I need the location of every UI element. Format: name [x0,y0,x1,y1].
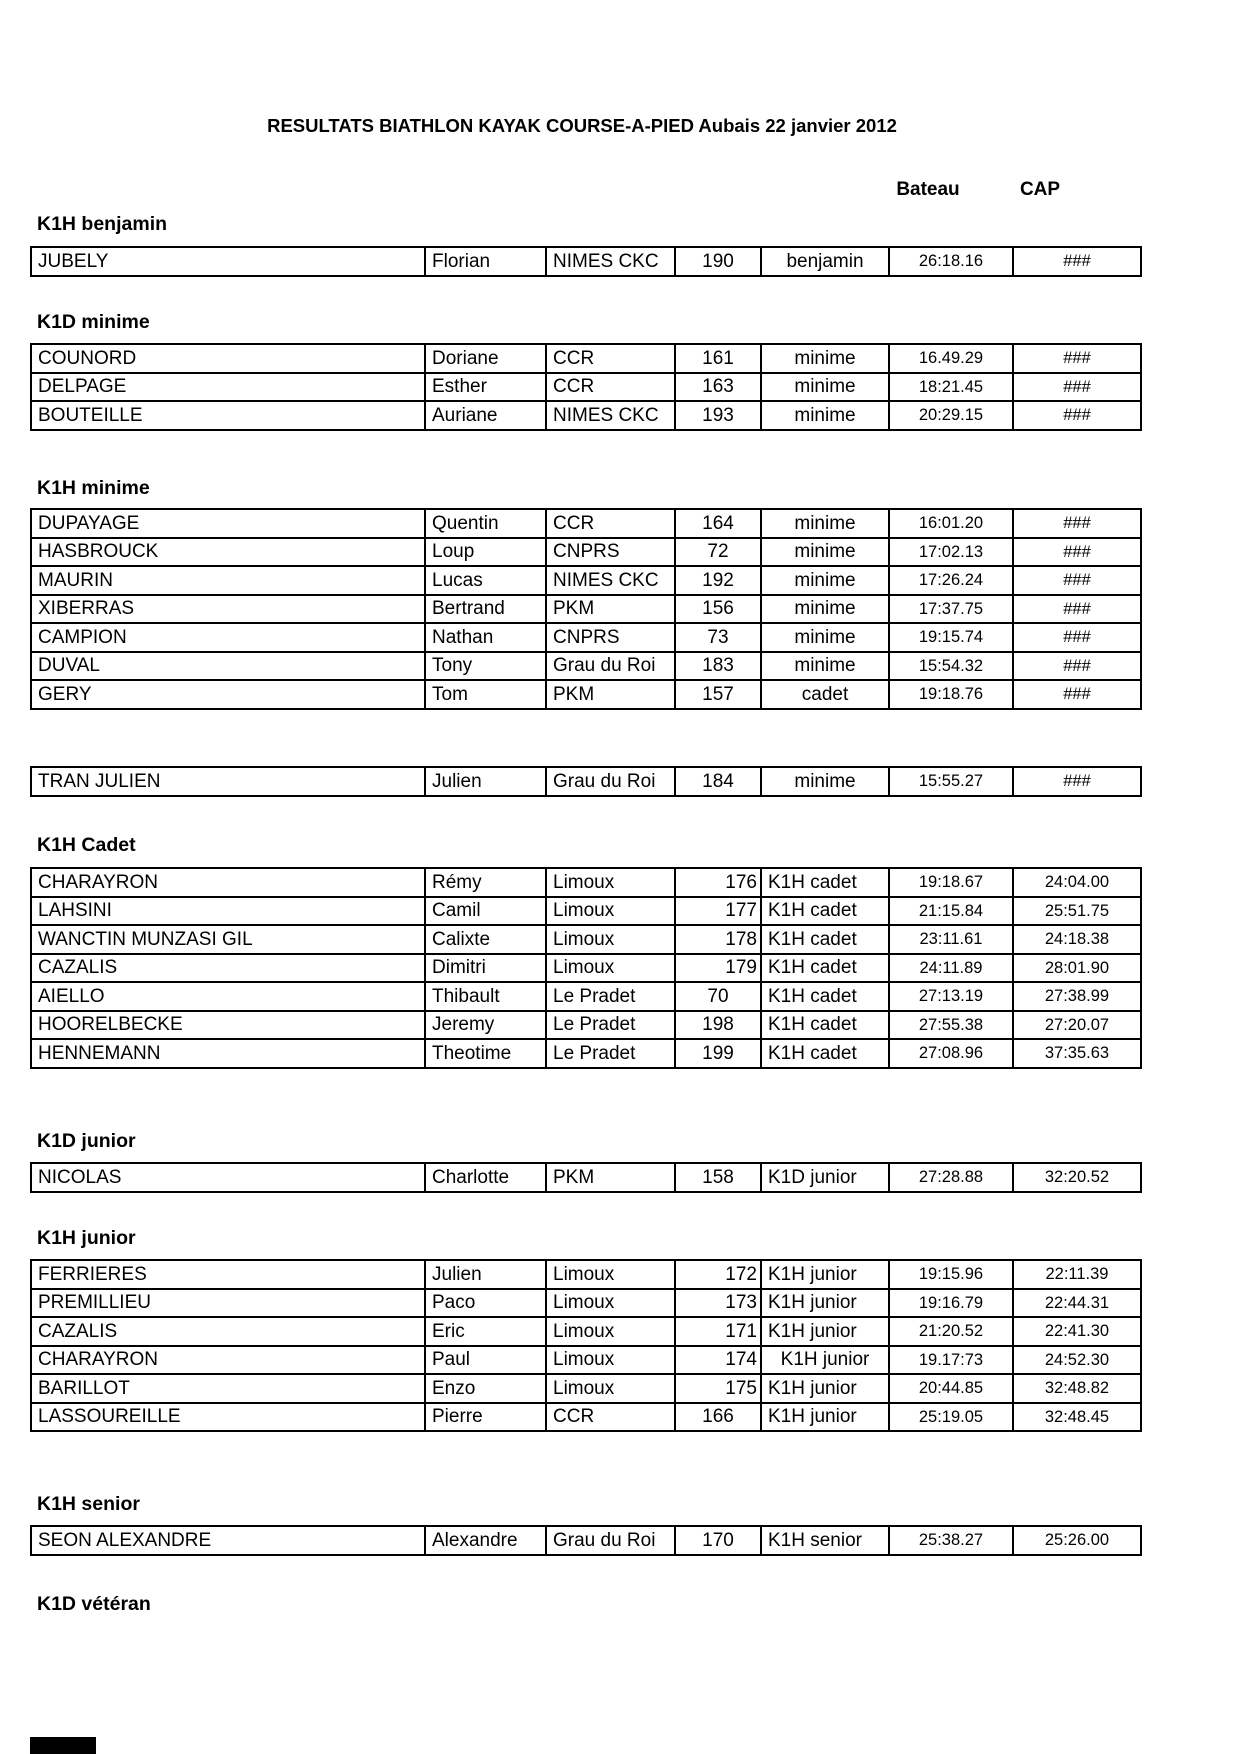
cell-nom: NICOLAS [31,1163,425,1192]
results-table-k1d-junior [30,1162,1142,1193]
results-table-k1h-senior [30,1525,1142,1556]
cell-nom: DELPAGE [31,373,425,402]
cell-bateau-time: 19:15.96 [889,1260,1013,1289]
column-header-bateau: Bateau [896,179,960,200]
cell-club: NIMES CKC [546,247,675,276]
document-title: RESULTATS BIATHLON KAYAK COURSE-A-PIED Aubais 22 janvier 2012 [267,115,897,136]
cell-categorie: K1H cadet [761,1011,889,1040]
cell-prenom: Florian [425,247,546,276]
cell-prenom: Enzo [425,1374,546,1403]
cell-bateau-time: 25:38.27 [889,1526,1013,1555]
cell-club: Le Pradet [546,982,675,1011]
cell-prenom: Rémy [425,868,546,897]
cell-cap-time: ### [1013,652,1141,681]
cell-prenom: Julien [425,1260,546,1289]
result-row [31,868,1141,897]
cell-nom: JUBELY [31,247,425,276]
cell-nom: LAHSINI [31,897,425,926]
result-row [31,1039,1141,1068]
result-row [31,1346,1141,1375]
cell-dossard: 72 [675,538,761,567]
cell-club: Le Pradet [546,1011,675,1040]
cell-nom: WANCTIN MUNZASI GIL [31,925,425,954]
cell-club: Limoux [546,1317,675,1346]
cell-categorie: K1H junior [761,1289,889,1318]
cell-bateau-time: 16:01.20 [889,509,1013,538]
cell-cap-time: 27:38.99 [1013,982,1141,1011]
cell-prenom: Paco [425,1289,546,1318]
cell-nom: XIBERRAS [31,595,425,624]
result-row [31,623,1141,652]
cell-cap-time: 22:41.30 [1013,1317,1141,1346]
result-row [31,1289,1141,1318]
cell-dossard: 158 [675,1163,761,1192]
results-table-k1h-benjamin [30,246,1142,277]
cell-categorie: K1H junior [761,1317,889,1346]
result-row [31,595,1141,624]
cell-nom: AIELLO [31,982,425,1011]
cell-bateau-time: 25:19.05 [889,1403,1013,1432]
cell-club: CCR [546,509,675,538]
cell-bateau-time: 20:29.15 [889,401,1013,430]
cell-nom: HASBROUCK [31,538,425,567]
cell-categorie: K1H junior [761,1260,889,1289]
cell-dossard: 175 [675,1374,761,1403]
cell-bateau-time: 23:11.61 [889,925,1013,954]
cell-club: PKM [546,595,675,624]
cell-prenom: Dimitri [425,954,546,983]
cell-prenom: Tom [425,680,546,709]
cell-dossard: 156 [675,595,761,624]
cell-bateau-time: 21:15.84 [889,897,1013,926]
cell-club: CNPRS [546,623,675,652]
cell-dossard: 161 [675,344,761,373]
cell-cap-time: 24:52.30 [1013,1346,1141,1375]
cell-dossard: 198 [675,1011,761,1040]
cell-dossard: 73 [675,623,761,652]
cell-nom: CAMPION [31,623,425,652]
cell-club: Limoux [546,1289,675,1318]
cell-cap-time: ### [1013,247,1141,276]
cell-cap-time: 28:01.90 [1013,954,1141,983]
result-row [31,767,1141,796]
cell-prenom: Quentin [425,509,546,538]
result-row [31,344,1141,373]
cell-prenom: Charlotte [425,1163,546,1192]
result-row [31,982,1141,1011]
cell-cap-time: ### [1013,566,1141,595]
cell-categorie: K1H junior [761,1374,889,1403]
cell-cap-time: ### [1013,373,1141,402]
cell-club: Limoux [546,925,675,954]
cell-prenom: Jeremy [425,1011,546,1040]
cell-nom: SEON ALEXANDRE [31,1526,425,1555]
cell-nom: DUPAYAGE [31,509,425,538]
cell-club: PKM [546,1163,675,1192]
cell-bateau-time: 18:21.45 [889,373,1013,402]
cell-cap-time: 22:11.39 [1013,1260,1141,1289]
cell-categorie: minime [761,373,889,402]
cell-cap-time: 22:44.31 [1013,1289,1141,1318]
cell-nom: PREMILLIEU [31,1289,425,1318]
section-label-k1h-senior: K1H senior [37,1493,140,1515]
cell-cap-time: 27:20.07 [1013,1011,1141,1040]
cell-dossard: 199 [675,1039,761,1068]
cell-prenom: Paul [425,1346,546,1375]
cell-bateau-time: 27:28.88 [889,1163,1013,1192]
cell-categorie: minime [761,401,889,430]
result-row [31,373,1141,402]
cell-categorie: K1D junior [761,1163,889,1192]
cell-cap-time: 24:18.38 [1013,925,1141,954]
cell-dossard: 173 [675,1289,761,1318]
results-table-k1h-minime [30,508,1142,710]
cell-dossard: 157 [675,680,761,709]
cell-dossard: 172 [675,1260,761,1289]
cell-nom: DUVAL [31,652,425,681]
cell-cap-time: 25:51.75 [1013,897,1141,926]
cell-bateau-time: 19.17:73 [889,1346,1013,1375]
cell-cap-time: ### [1013,623,1141,652]
cell-club: CCR [546,344,675,373]
cell-bateau-time: 19:18.67 [889,868,1013,897]
cell-categorie: minime [761,767,889,796]
result-row [31,538,1141,567]
result-row [31,1317,1141,1346]
cell-cap-time: 37:35.63 [1013,1039,1141,1068]
cell-categorie: K1H cadet [761,982,889,1011]
cell-bateau-time: 20:44.85 [889,1374,1013,1403]
cell-club: Limoux [546,897,675,926]
cell-bateau-time: 27:08.96 [889,1039,1013,1068]
cell-categorie: K1H senior [761,1526,889,1555]
result-row [31,680,1141,709]
cell-categorie: minime [761,652,889,681]
result-row [31,1403,1141,1432]
cell-categorie: K1H cadet [761,954,889,983]
cell-bateau-time: 19:15.74 [889,623,1013,652]
cell-nom: CHARAYRON [31,1346,425,1375]
section-label-k1d-junior: K1D junior [37,1130,136,1152]
cell-prenom: Tony [425,652,546,681]
cell-dossard: 177 [675,897,761,926]
cell-cap-time: 32:20.52 [1013,1163,1141,1192]
cell-bateau-time: 21:20.52 [889,1317,1013,1346]
print-artifact-bar [30,1737,96,1754]
cell-dossard: 166 [675,1403,761,1432]
cell-prenom: Camil [425,897,546,926]
cell-club: Grau du Roi [546,652,675,681]
cell-dossard: 170 [675,1526,761,1555]
cell-cap-time: ### [1013,538,1141,567]
cell-prenom: Bertrand [425,595,546,624]
cell-club: NIMES CKC [546,401,675,430]
cell-prenom: Julien [425,767,546,796]
cell-categorie: K1H junior [761,1403,889,1432]
cell-dossard: 192 [675,566,761,595]
cell-dossard: 176 [675,868,761,897]
results-table-standalone [30,766,1142,797]
cell-dossard: 179 [675,954,761,983]
cell-dossard: 178 [675,925,761,954]
cell-prenom: Lucas [425,566,546,595]
cell-categorie: minime [761,538,889,567]
results-table-k1h-cadet [30,867,1142,1069]
cell-categorie: K1H cadet [761,1039,889,1068]
cell-club: Le Pradet [546,1039,675,1068]
results-table-k1h-junior [30,1259,1142,1432]
result-row [31,566,1141,595]
cell-nom: CHARAYRON [31,868,425,897]
results-table-k1d-minime [30,343,1142,431]
cell-dossard: 164 [675,509,761,538]
cell-bateau-time: 19:16.79 [889,1289,1013,1318]
result-row [31,652,1141,681]
cell-dossard: 70 [675,982,761,1011]
cell-cap-time: 24:04.00 [1013,868,1141,897]
cell-nom: LASSOUREILLE [31,1403,425,1432]
cell-nom: HENNEMANN [31,1039,425,1068]
section-label-k1d-veteran: K1D vétéran [37,1593,151,1615]
cell-categorie: cadet [761,680,889,709]
section-label-k1h-benjamin: K1H benjamin [37,213,168,235]
cell-cap-time: 32:48.45 [1013,1403,1141,1432]
cell-club: PKM [546,680,675,709]
cell-cap-time: 32:48.82 [1013,1374,1141,1403]
cell-categorie: benjamin [761,247,889,276]
cell-prenom: Pierre [425,1403,546,1432]
cell-club: CCR [546,1403,675,1432]
cell-cap-time: ### [1013,680,1141,709]
result-row [31,925,1141,954]
result-row [31,1011,1141,1040]
cell-categorie: K1H cadet [761,868,889,897]
cell-prenom: Eric [425,1317,546,1346]
cell-categorie: minime [761,566,889,595]
cell-nom: BARILLOT [31,1374,425,1403]
cell-nom: FERRIERES [31,1260,425,1289]
result-row [31,509,1141,538]
cell-categorie: K1H cadet [761,897,889,926]
cell-bateau-time: 27:13.19 [889,982,1013,1011]
result-row [31,897,1141,926]
cell-nom: CAZALIS [31,1317,425,1346]
cell-dossard: 193 [675,401,761,430]
cell-nom: HOORELBECKE [31,1011,425,1040]
cell-bateau-time: 17:26.24 [889,566,1013,595]
result-row [31,401,1141,430]
result-row [31,954,1141,983]
result-row [31,1526,1141,1555]
cell-cap-time: 25:26.00 [1013,1526,1141,1555]
cell-bateau-time: 17:37.75 [889,595,1013,624]
cell-bateau-time: 17:02.13 [889,538,1013,567]
cell-dossard: 171 [675,1317,761,1346]
section-label-k1h-junior: K1H junior [37,1227,136,1249]
cell-nom: COUNORD [31,344,425,373]
cell-club: Grau du Roi [546,767,675,796]
cell-prenom: Thibault [425,982,546,1011]
cell-bateau-time: 27:55.38 [889,1011,1013,1040]
section-label-k1h-minime: K1H minime [37,477,150,499]
cell-cap-time: ### [1013,509,1141,538]
cell-club: CNPRS [546,538,675,567]
cell-bateau-time: 24:11.89 [889,954,1013,983]
cell-club: CCR [546,373,675,402]
cell-cap-time: ### [1013,401,1141,430]
cell-bateau-time: 16.49.29 [889,344,1013,373]
cell-bateau-time: 19:18.76 [889,680,1013,709]
result-row [31,1260,1141,1289]
cell-prenom: Alexandre [425,1526,546,1555]
result-row [31,1374,1141,1403]
cell-club: NIMES CKC [546,566,675,595]
result-row [31,247,1141,276]
cell-dossard: 184 [675,767,761,796]
cell-nom: TRAN JULIEN [31,767,425,796]
cell-cap-time: ### [1013,767,1141,796]
section-label-k1h-cadet: K1H Cadet [37,834,136,856]
cell-bateau-time: 15:54.32 [889,652,1013,681]
cell-club: Limoux [546,1260,675,1289]
cell-cap-time: ### [1013,344,1141,373]
cell-prenom: Loup [425,538,546,567]
cell-prenom: Calixte [425,925,546,954]
cell-nom: CAZALIS [31,954,425,983]
cell-categorie: minime [761,344,889,373]
cell-nom: MAURIN [31,566,425,595]
cell-club: Limoux [546,1346,675,1375]
result-row [31,1163,1141,1192]
cell-club: Limoux [546,1374,675,1403]
cell-nom: GERY [31,680,425,709]
cell-prenom: Esther [425,373,546,402]
cell-categorie: minime [761,595,889,624]
cell-dossard: 183 [675,652,761,681]
cell-dossard: 174 [675,1346,761,1375]
cell-prenom: Theotime [425,1039,546,1068]
cell-prenom: Auriane [425,401,546,430]
cell-club: Limoux [546,954,675,983]
cell-bateau-time: 15:55.27 [889,767,1013,796]
cell-categorie: K1H junior [761,1346,889,1375]
cell-categorie: minime [761,623,889,652]
cell-dossard: 163 [675,373,761,402]
cell-cap-time: ### [1013,595,1141,624]
cell-prenom: Nathan [425,623,546,652]
cell-bateau-time: 26:18.16 [889,247,1013,276]
cell-club: Grau du Roi [546,1526,675,1555]
cell-categorie: minime [761,509,889,538]
cell-nom: BOUTEILLE [31,401,425,430]
cell-categorie: K1H cadet [761,925,889,954]
column-header-cap: CAP [1019,179,1061,200]
cell-dossard: 190 [675,247,761,276]
cell-club: Limoux [546,868,675,897]
section-label-k1d-minime: K1D minime [37,311,150,333]
cell-prenom: Doriane [425,344,546,373]
